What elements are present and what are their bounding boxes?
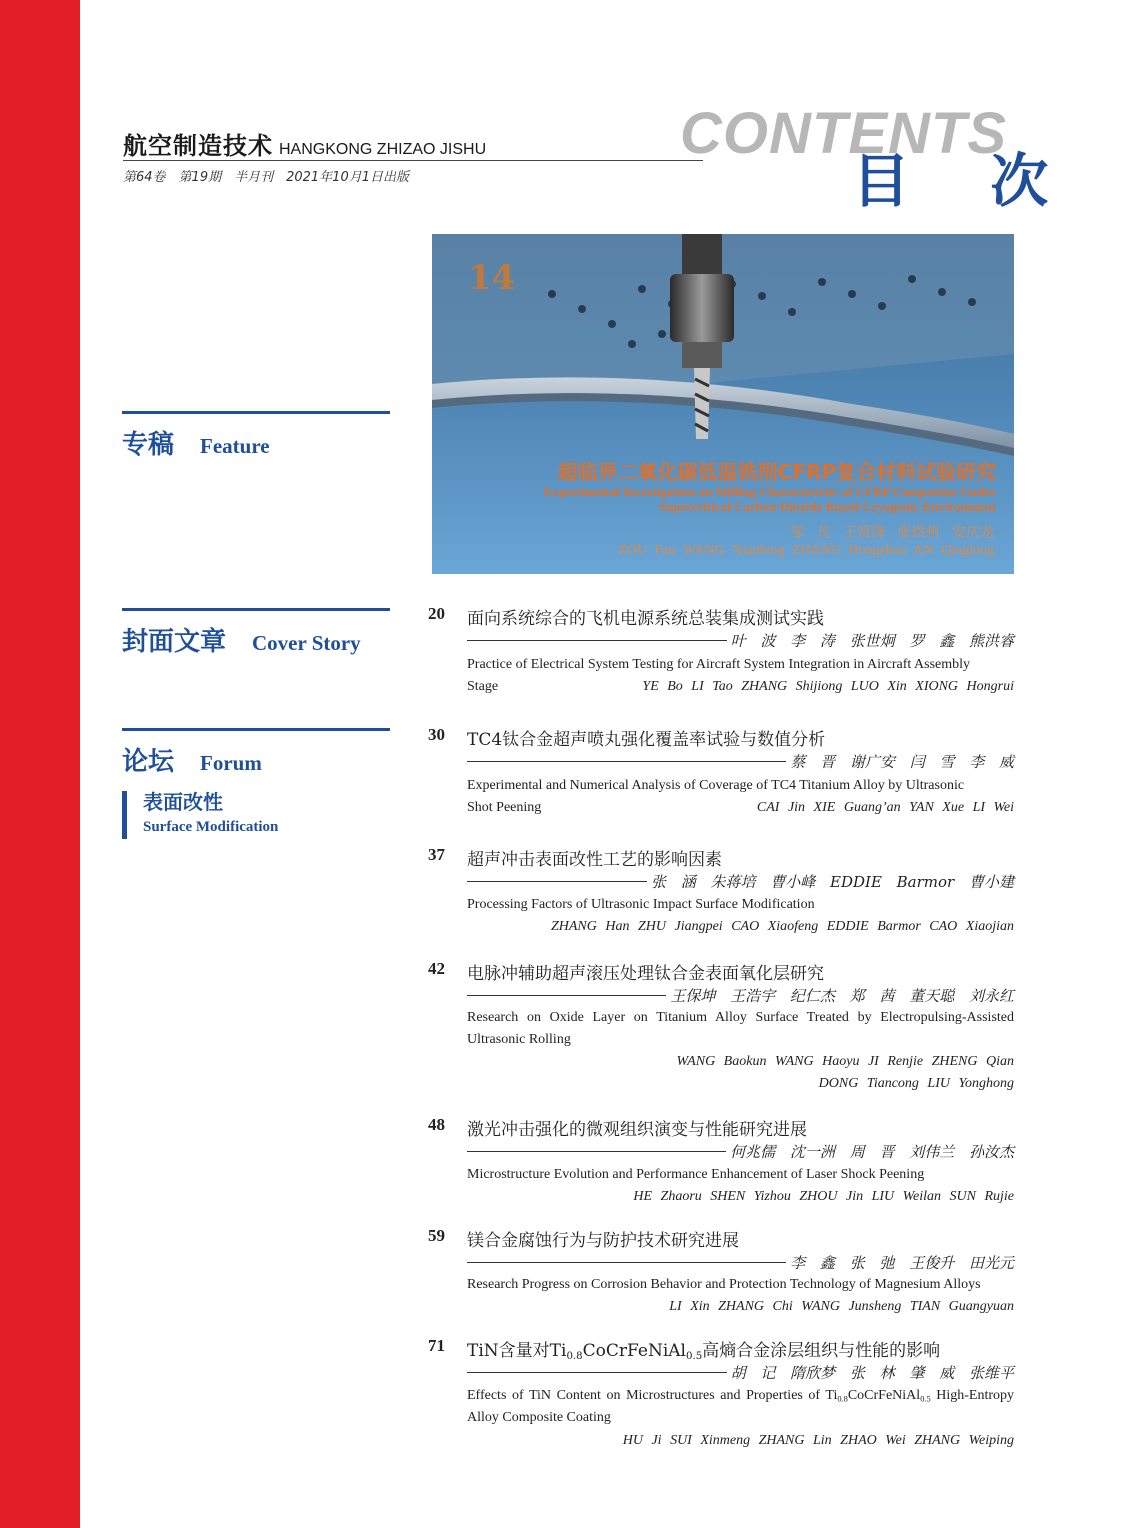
journal-title	[123, 126, 486, 161]
entry-author-row	[467, 984, 1014, 1006]
entry-authors-en-line2: DONG Tiancong LIU Yonghong	[818, 1076, 1014, 1091]
entry-title-cn[interactable]: 超声冲击表面改性工艺的影响因素	[467, 850, 722, 870]
toc-entry[interactable]	[428, 959, 1014, 1099]
section-label-cn: 论坛	[122, 747, 175, 777]
journal-name-en: HANGKONG ZHIZAO JISHU	[279, 141, 487, 158]
entry-title-en-tail-row	[467, 676, 1014, 698]
cover-page-number: 14	[468, 258, 516, 298]
entry-authors-en: CAI Jin XIE Guang’an YAN Xue LI Wei	[756, 800, 1014, 815]
leader-line	[467, 1372, 727, 1373]
section-label-en: Cover Story	[252, 631, 361, 655]
entry-title-cn[interactable]	[467, 1336, 940, 1361]
title-part: Effects of TiN Content on Microstructures and Properties of Ti	[467, 1388, 838, 1403]
subsection-surface-modification	[122, 791, 278, 839]
title-part: 高熵合金涂层组织与性能的影响	[702, 1341, 941, 1361]
entry-title-en: Experimental and Numerical Analysis of Coverage of TC4 Titanium Alloy by Ultrasonic	[467, 778, 965, 793]
leader-line	[467, 761, 786, 762]
contents-heading-cn: 目 次	[852, 147, 1079, 215]
subscript: 0.5	[920, 1394, 931, 1404]
entry-title-en: Research on Oxide Layer on Titanium Alloy Surface Treated by Electropulsing-Assisted Ultrasonic Rolling	[467, 1010, 1014, 1047]
entry-title-en: Research Progress on Corrosion Behavior and Protection Technology of Magnesium Alloys	[467, 1277, 981, 1292]
section-label-en: Forum	[200, 751, 262, 775]
entry-author-row	[467, 1251, 1014, 1273]
cover-authors-en: ZOU Fan WANG Xianfeng ZHANG Hongzhou AN Qinglong	[618, 543, 994, 558]
entry-title-cn[interactable]: 镁合金腐蚀行为与防护技术研究进展	[467, 1231, 739, 1251]
title-part: CoCrFeNiAl	[582, 1341, 686, 1361]
toc-entry[interactable]	[428, 725, 1014, 821]
entry-author-row	[467, 870, 1014, 892]
entry-author-row	[467, 629, 1014, 651]
entry-title-cn[interactable]: TC4钛合金超声喷丸强化覆盖率试验与数值分析	[467, 730, 826, 750]
section-rule	[122, 411, 390, 414]
toc-entry[interactable]	[428, 1226, 1014, 1322]
red-side-band	[0, 0, 80, 1528]
cover-title-cn: 超临界二氧化碳低温铣削CFRP复合材料试验研究	[557, 460, 996, 484]
cover-story-image[interactable]	[432, 234, 1014, 574]
subsection-label-en: Surface Modification	[143, 819, 279, 835]
leader-line	[467, 1262, 786, 1263]
entry-page-number: 71	[428, 1336, 445, 1355]
entry-title-cn[interactable]: 面向系统综合的飞机电源系统总装集成测试实践	[467, 609, 824, 629]
subscript: 0.8	[566, 1351, 583, 1363]
entry-page-number: 59	[428, 1226, 445, 1245]
section-label-cn: 专稿	[122, 430, 175, 460]
entry-title-en-tail-row	[467, 797, 1014, 819]
toc-entry[interactable]	[428, 845, 1014, 941]
entry-page-number: 42	[428, 959, 445, 978]
title-part: TiN含量对Ti	[467, 1341, 567, 1361]
section-forum	[122, 728, 390, 778]
entry-page-number: 48	[428, 1115, 445, 1134]
cover-authors-cn: 邹 凡 王贤锋 张烘州 安庆龙	[790, 525, 994, 541]
section-cover-story	[122, 608, 390, 658]
title-part: High-Entropy Alloy Composite Coating	[467, 1388, 1014, 1425]
entry-authors-cn: 李 鑫 张 弛 王俊升 田光元	[790, 1253, 1014, 1272]
entry-authors-cn: 叶 波 李 涛 张世炯 罗 鑫 熊洪睿	[730, 631, 1014, 650]
entry-title-en	[467, 1385, 1014, 1429]
toc-entry[interactable]	[428, 604, 1014, 700]
entry-author-row	[467, 1361, 1014, 1383]
entry-authors-en: ZHANG Han ZHU Jiangpei CAO Xiaofeng EDDIE Barmor CAO Xiaojian	[550, 919, 1014, 934]
subscript: 0.5	[685, 1351, 703, 1363]
entry-authors-en: HU Ji SUI Xinmeng ZHANG Lin ZHAO Wei ZHANG Weiping	[622, 1433, 1014, 1448]
entry-authors-en-line1: WANG Baokun WANG Haoyu JI Renjie ZHENG Qian	[676, 1054, 1014, 1069]
toc-entry[interactable]	[428, 1115, 1014, 1211]
entry-title-cn[interactable]: 激光冲击强化的微观组织演变与性能研究进展	[467, 1120, 807, 1140]
entry-authors-cn: 张 涵 朱蒋培 曹小峰 EDDIE Barmor 曹小建	[650, 872, 1014, 891]
entry-authors-en: HE Zhaoru SHEN Yizhou ZHOU Jin LIU Weilan SUN Rujie	[633, 1189, 1014, 1204]
entry-authors-en: LI Xin ZHANG Chi WANG Junsheng TIAN Guangyuan	[669, 1299, 1014, 1314]
section-label-cn: 封面文章	[122, 627, 227, 657]
section-rule	[122, 728, 390, 731]
issue-info: 第64卷 第19期 半月刊 2021年10月1日出版	[123, 170, 409, 185]
entry-page-number: 37	[428, 845, 445, 864]
entry-author-row	[467, 1140, 1014, 1162]
entry-authors-cn: 王保坤 王浩宇 纪仁杰 郑 茜 董天聪 刘永红	[670, 986, 1014, 1005]
section-feature	[122, 411, 390, 461]
leader-line	[467, 1151, 726, 1152]
subscript: 0.8	[837, 1394, 848, 1404]
entry-authors-cn: 胡 记 隋欣梦 张 林 肇 威 张维平	[730, 1363, 1014, 1382]
entry-title-en-tail: Stage	[467, 679, 499, 694]
entry-title-cn[interactable]: 电脉冲辅助超声滚压处理钛合金表面氧化层研究	[467, 964, 824, 984]
section-label-en: Feature	[200, 434, 270, 458]
leader-line	[467, 640, 727, 641]
entry-title-en: Processing Factors of Ultrasonic Impact Surface Modification	[467, 897, 815, 912]
contents-heading-en: CONTENTS	[680, 101, 1007, 166]
entry-authors-cn: 何兆儒 沈一洲 周 晋 刘伟兰 孙汝杰	[730, 1142, 1014, 1161]
leader-line	[467, 881, 647, 882]
section-rule	[122, 608, 390, 611]
header-rule	[123, 160, 703, 161]
title-part: CoCrFeNiAl	[847, 1388, 921, 1403]
entry-authors-en: YE Bo LI Tao ZHANG Shijiong LUO Xin XIONG Hongrui	[642, 679, 1014, 694]
entry-title-en-tail: Shot Peening	[467, 800, 542, 815]
entry-title-en: Practice of Electrical System Testing for Aircraft System Integration in Aircraft Assembly	[467, 657, 971, 672]
entry-page-number: 20	[428, 604, 445, 623]
cover-title-en: Experimental Investigation on Milling Characteristic of CFRP Composites Under Supercritical Carbon Dioxide Based Cryogenic Environment	[543, 484, 996, 514]
leader-line	[467, 995, 666, 996]
subsection-label-cn: 表面改性	[143, 790, 223, 814]
journal-name-cn: 航空制造技术	[123, 132, 273, 160]
entry-authors-cn: 蔡 晋 谢广安 闫 雪 李 威	[790, 752, 1014, 771]
entry-title-en: Microstructure Evolution and Performance Enhancement of Laser Shock Peening	[467, 1167, 925, 1182]
entry-page-number: 30	[428, 725, 445, 744]
entry-author-row	[467, 750, 1014, 772]
toc-entry[interactable]	[428, 1336, 1014, 1456]
